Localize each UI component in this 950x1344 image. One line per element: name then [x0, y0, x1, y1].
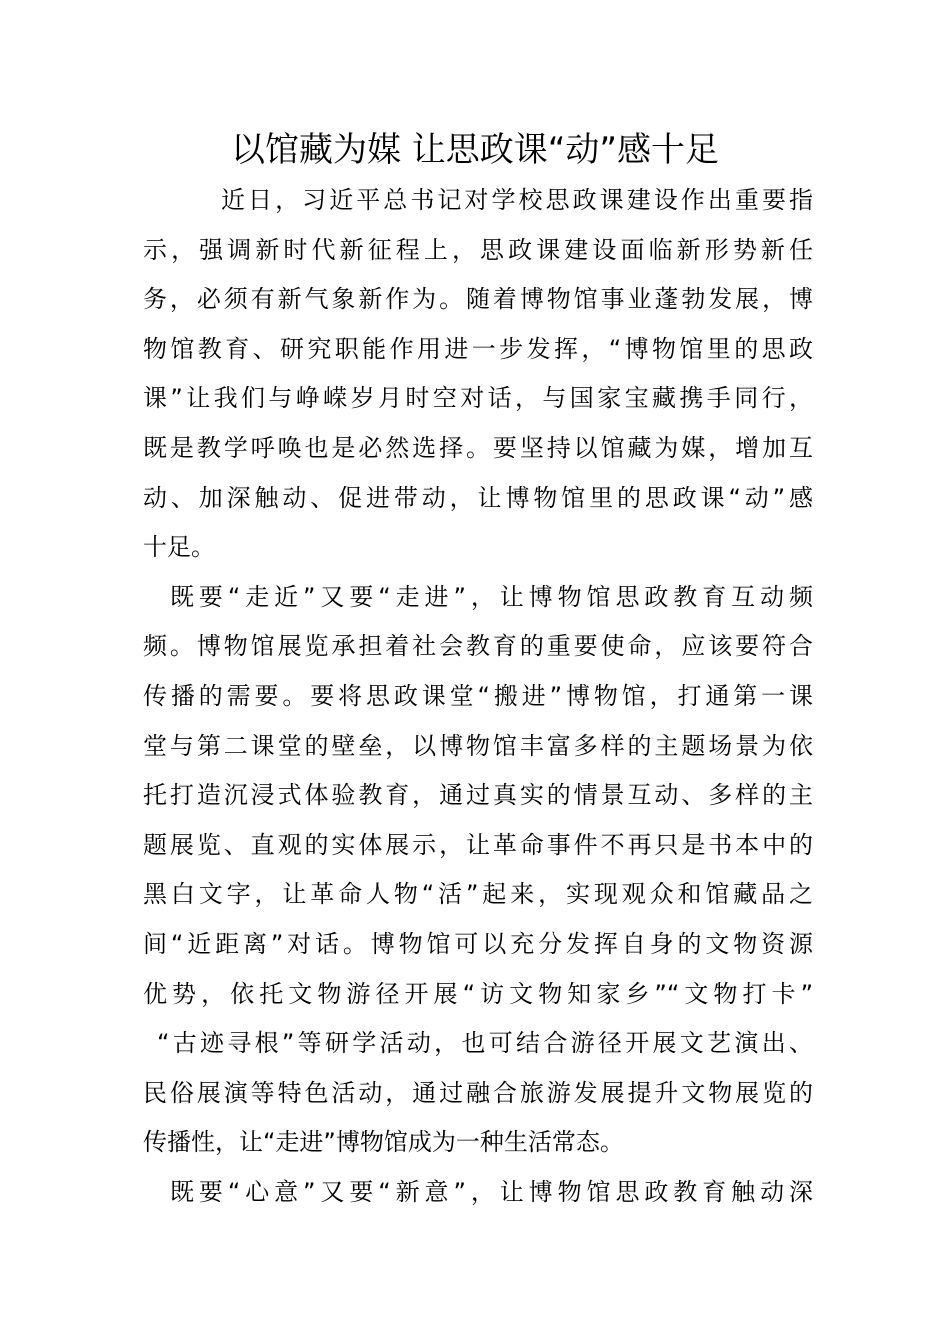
paragraph-1-line-7: 动、加深触动、促进带动，让博物馆里的思政课“动”感	[143, 483, 813, 512]
paragraph-2-line-8: 间“近距离”对话。博物馆可以充分发挥自身的文物资源	[143, 929, 813, 958]
paragraph-2-line-6: 题展览、直观的实体展示，让革命事件不再只是书本中的	[143, 830, 813, 859]
paragraph-1-line-4: 物馆教育、研究职能作用进一步发挥，“博物馆里的思政	[143, 334, 813, 363]
paragraph-2-line-12: 传播性，让“走进”博物馆成为一种生活常态。	[143, 1128, 624, 1157]
paragraph-3-line-1: 既要“心意”又要“新意”，让博物馆思政教育触动深	[170, 1177, 813, 1206]
paragraph-2-line-7: 黑白文字，让革命人物“活”起来，实现观众和馆藏品之	[143, 880, 813, 909]
document-body	[143, 176, 813, 1217]
paragraph-1-line-3: 务，必须有新气象新作为。随着博物馆事业蓬勃发展，博	[143, 285, 813, 314]
paragraph-2-line-1: 既要“走近”又要“走进”，让博物馆思政教育互动频	[170, 582, 813, 611]
paragraph-2-line-11: 民俗展演等特色活动，通过融合旅游发展提升文物展览的	[143, 1078, 813, 1107]
paragraph-1-line-8: 十足。	[143, 533, 215, 562]
paragraph-1-line-2: 示，强调新时代新征程上，思政课建设面临新形势新任	[143, 235, 813, 264]
document-title: 以馆藏为媒 让思政课“动”感十足	[230, 130, 720, 170]
paragraph-1-line-5: 课”让我们与峥嵘岁月时空对话，与国家宝藏携手同行，	[143, 384, 813, 413]
paragraph-2-line-4: 堂与第二课堂的壁垒，以博物馆丰富多样的主题场景为依	[143, 731, 813, 760]
paragraph-2-line-2: 频。博物馆展览承担着社会教育的重要使命，应该要符合	[143, 632, 813, 661]
paragraph-2-line-9: 优势，依托文物游径开展“访文物知家乡”“文物打卡”	[143, 979, 813, 1008]
paragraph-1-line-1: 近日，习近平总书记对学校思政课建设作出重要指	[221, 186, 813, 214]
paragraph-2-line-5: 托打造沉浸式体验教育，通过真实的情景互动、多样的主	[143, 781, 813, 810]
paragraph-2-line-10: “古迹寻根”等研学活动，也可结合游径开展文艺演出、	[157, 1029, 813, 1058]
paragraph-1-line-6: 既是教学呼唤也是必然选择。要坚持以馆藏为媒，增加互	[143, 433, 813, 462]
paragraph-2-line-3: 传播的需要。要将思政课堂“搬进”博物馆，打通第一课	[143, 681, 813, 710]
